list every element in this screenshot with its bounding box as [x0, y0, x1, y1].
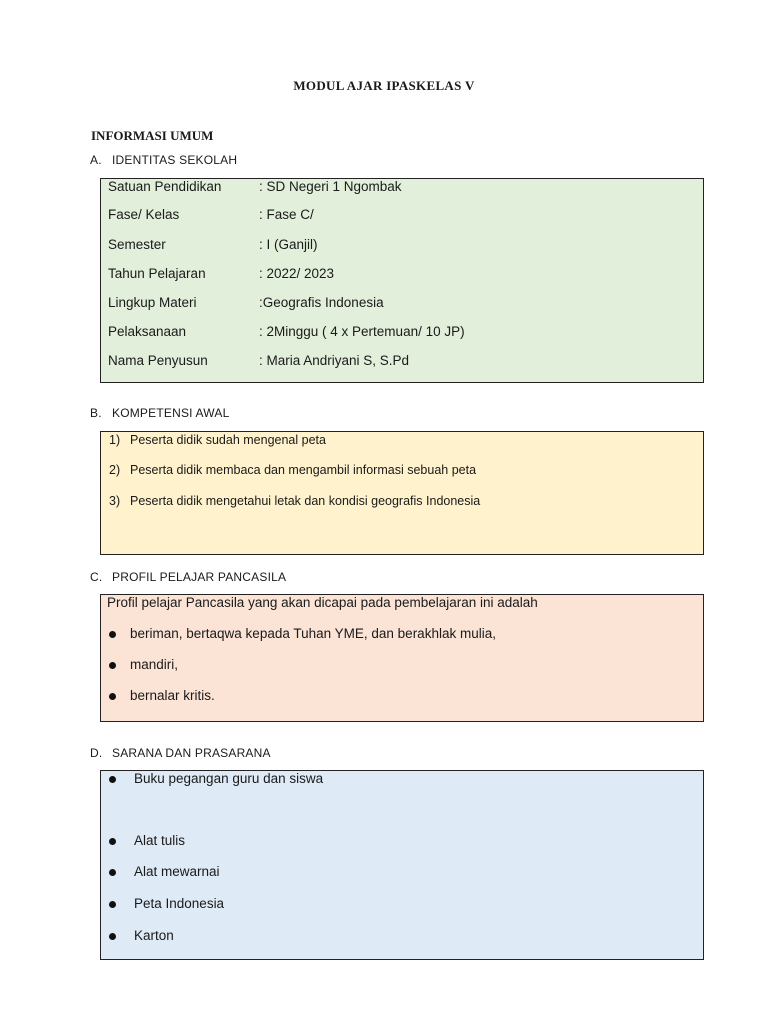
document-title: MODUL AJAR IPASKELAS V — [293, 78, 475, 93]
identity-row — [108, 207, 314, 222]
list-item — [109, 494, 480, 508]
identity-row — [108, 266, 334, 281]
item-text: Peserta didik sudah mengenal peta — [130, 433, 326, 447]
bullet-text: bernalar kritis. — [130, 688, 215, 703]
profile-intro: Profil pelajar Pancasila yang akan dicapai pada pembelajaran ini adalah — [107, 595, 538, 610]
subheading-profil-pelajar — [90, 570, 286, 584]
subheading-label: IDENTITAS SEKOLAH — [112, 153, 238, 167]
bullet-text: Alat tulis — [134, 833, 186, 848]
profile-box — [100, 594, 704, 722]
bullet-icon — [109, 869, 116, 876]
identity-key: Pelaksanaan — [108, 324, 187, 339]
identity-value: : SD Negeri 1 Ngombak — [259, 179, 402, 194]
identity-key: Fase/ Kelas — [108, 207, 180, 222]
bullet-text: mandiri, — [130, 657, 179, 672]
bullet-text: beriman, bertaqwa kepada Tuhan YME, dan berakhlak mulia, — [130, 626, 496, 641]
bullet-icon — [109, 631, 116, 638]
identity-value: : Maria Andriyani S, S.Pd — [259, 353, 410, 368]
item-number: 1) — [109, 433, 121, 447]
competency-box — [100, 431, 704, 555]
identity-row — [108, 237, 318, 252]
bullet-icon — [109, 901, 116, 908]
subheading-label: KOMPETENSI AWAL — [112, 406, 230, 420]
bullet-text: Peta Indonesia — [134, 896, 225, 911]
bullet-icon — [109, 693, 116, 700]
facilities-box — [100, 770, 704, 960]
bullet-text: Alat mewarnai — [134, 864, 220, 879]
subheading-sarana-prasarana — [90, 746, 271, 760]
identity-key: Nama Penyusun — [108, 353, 208, 368]
item-text: Peserta didik mengetahui letak dan kondisi geografis Indonesia — [130, 494, 481, 508]
identity-row — [108, 179, 402, 194]
identity-key: Tahun Pelajaran — [108, 266, 206, 281]
subheading-label: SARANA DAN PRASARANA — [112, 746, 271, 760]
identity-value: : 2Minggu ( 4 x Pertemuan/ 10 JP) — [259, 324, 465, 339]
identity-key: Satuan Pendidikan — [108, 179, 222, 194]
identity-value: : 2022/ 2023 — [259, 266, 335, 281]
identity-row — [108, 353, 409, 368]
item-number: 3) — [109, 494, 121, 508]
bullet-text: Buku pegangan guru dan siswa — [134, 771, 324, 786]
bullet-icon — [109, 776, 116, 783]
identity-value: : Fase C/ — [259, 207, 314, 222]
identity-value: : I (Ganjil) — [259, 237, 318, 252]
bullet-icon — [109, 933, 116, 940]
bullet-text: Karton — [134, 928, 174, 943]
list-item — [109, 433, 326, 447]
identity-value: :Geografis Indonesia — [259, 295, 384, 310]
subheading-letter: C. — [90, 570, 103, 584]
list-item — [109, 463, 476, 477]
subheading-letter: A. — [90, 153, 102, 167]
subheading-identitas-sekolah — [90, 153, 237, 167]
identity-row — [108, 324, 465, 339]
identity-key: Semester — [108, 237, 166, 252]
identity-box — [100, 178, 704, 383]
bullet-icon — [109, 838, 116, 845]
section-heading: INFORMASI UMUM — [91, 128, 214, 143]
item-number: 2) — [109, 463, 121, 477]
subheading-letter: D. — [90, 746, 103, 760]
item-text: Peserta didik membaca dan mengambil informasi sebuah peta — [130, 463, 477, 477]
subheading-letter: B. — [90, 406, 102, 420]
subheading-kompetensi-awal — [90, 406, 229, 420]
subheading-label: PROFIL PELAJAR PANCASILA — [112, 570, 287, 584]
identity-row — [108, 295, 384, 310]
identity-key: Lingkup Materi — [108, 295, 197, 310]
bullet-icon — [109, 662, 116, 669]
